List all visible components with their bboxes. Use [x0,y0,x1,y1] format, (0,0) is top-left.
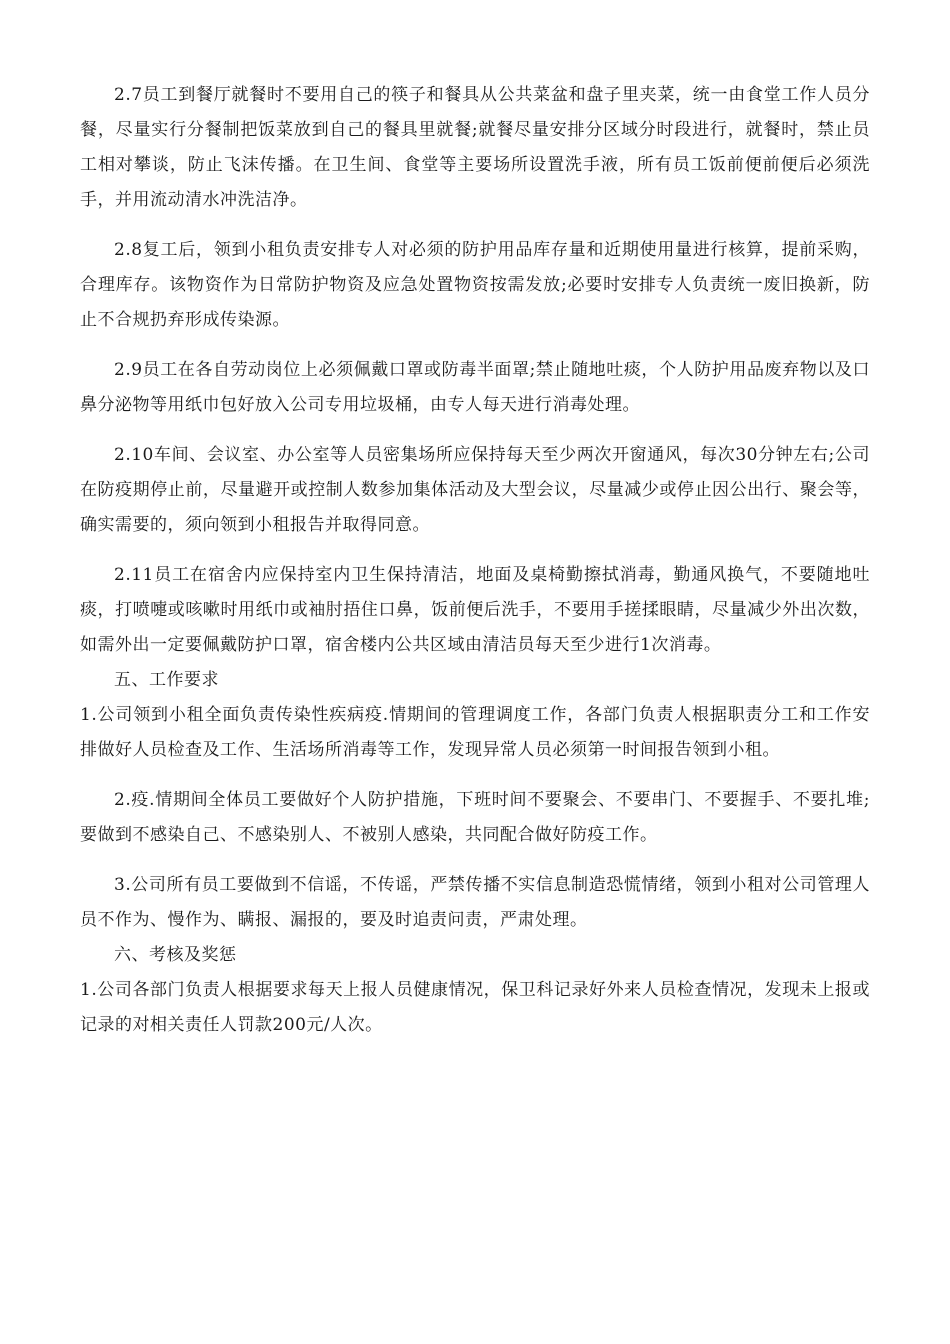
paragraph-2-7: 2.7员工到餐厅就餐时不要用自己的筷子和餐具从公共菜盆和盘子里夹菜，统一由食堂工作人员分餐，尽量实行分餐制把饭菜放到自己的餐具里就餐;就餐尽量安排分区域分时段进行，就餐时，禁止员工相对攀谈，防止飞沫传播。在卫生间、食堂等主要场所设置洗手液，所有员工饭前便前便后必须洗手，并用流动清水冲洗洁净。 [80,85,870,210]
section-heading-work-requirements: 五、工作要求 [114,670,219,690]
document-page [80,78,870,1043]
paragraph-2-8: 2.8复工后，领到小租负责安排专人对必须的防护用品库存量和近期使用量进行核算，提前采购，合理库存。该物资作为日常防护物资及应急处置物资按需发放;必要时安排专人负责统一废旧换新，防止不合规扔弃形成传染源。 [80,240,870,330]
paragraph-5-1: 1.公司领到小租全面负责传染性疾病疫.情期间的管理调度工作，各部门负责人根据职责分工和工作安排做好人员检查及工作、生活场所消毒等工作，发现异常人员必须第一时间报告领到小租。 [80,705,870,760]
paragraph-6-1: 1.公司各部门负责人根据要求每天上报人员健康情况，保卫科记录好外来人员检查情况，发现未上报或记录的对相关责任人罚款200元/人次。 [80,980,870,1035]
paragraph-5-3: 3.公司所有员工要做到不信谣，不传谣，严禁传播不实信息制造恐慌情绪，领到小租对公司管理人员不作为、慢作为、瞒报、漏报的，要及时追责问责，严肃处理。 [80,875,870,930]
paragraph-2-10: 2.10车间、会议室、办公室等人员密集场所应保持每天至少两次开窗通风，每次30分钟左右;公司在防疫期停止前，尽量避开或控制人数参加集体活动及大型会议，尽量减少或停止因公出行、聚会等，确实需要的，须向领到小租报告并取得同意。 [80,445,870,535]
paragraph-2-11: 2.11员工在宿舍内应保持室内卫生保持清洁，地面及桌椅勤擦拭消毒，勤通风换气，不要随地吐痰，打喷嚏或咳嗽时用纸巾或袖肘捂住口鼻，饭前便后洗手，不要用手搓揉眼睛，尽量减少外出次数，如需外出一定要佩戴防护口罩，宿舍楼内公共区域由清洁员每天至少进行1次消毒。 [80,565,870,655]
paragraph-2-9: 2.9员工在各自劳动岗位上必须佩戴口罩或防毒半面罩;禁止随地吐痰，个人防护用品废弃物以及口鼻分泌物等用纸巾包好放入公司专用垃圾桶，由专人每天进行消毒处理。 [80,360,870,415]
section-heading-assessment-rewards: 六、考核及奖惩 [114,945,237,965]
paragraph-5-2: 2.疫.情期间全体员工要做好个人防护措施，下班时间不要聚会、不要串门、不要握手、不要扎堆;要做到不感染自己、不感染别人、不被别人感染，共同配合做好防疫工作。 [80,790,870,845]
